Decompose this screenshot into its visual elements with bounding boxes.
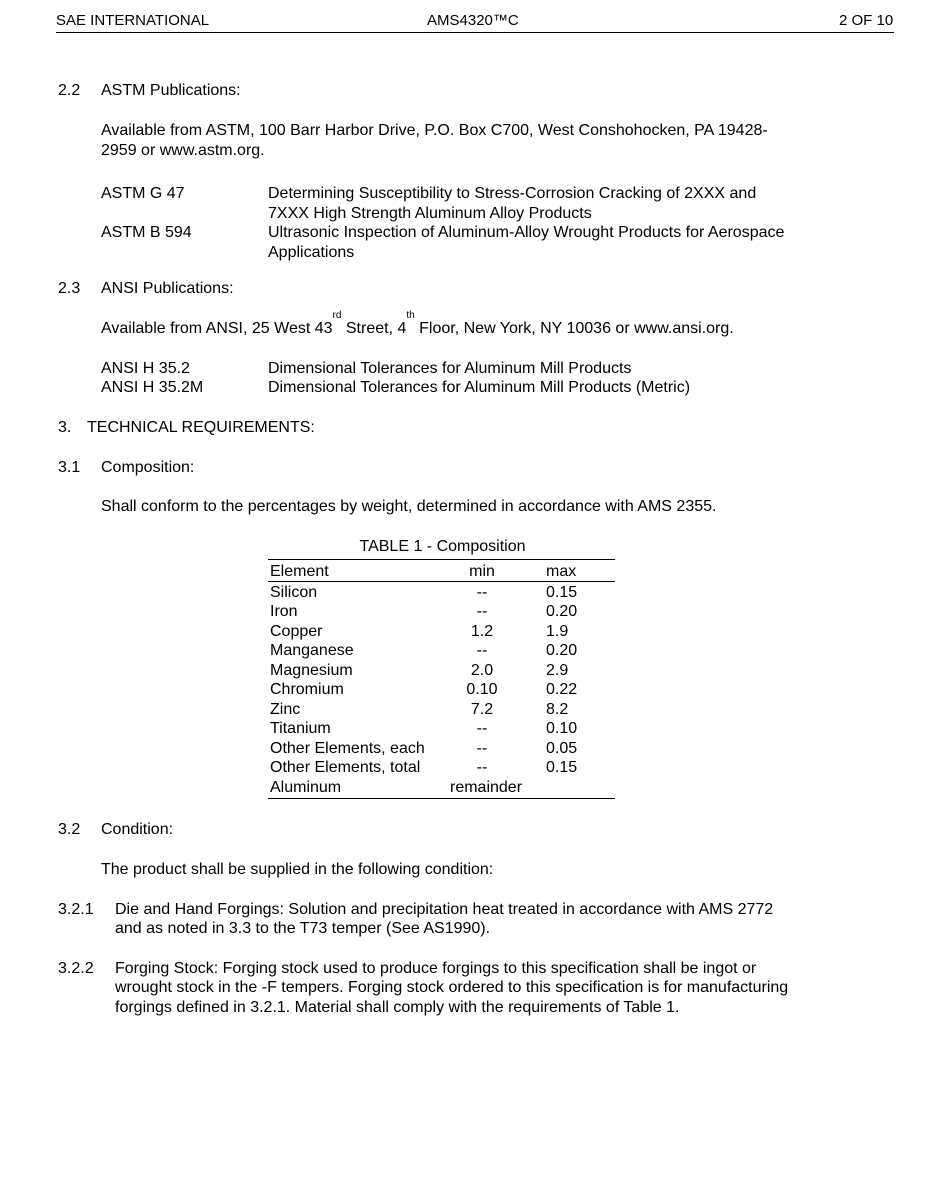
section-3-1-text: Shall conform to the percentages by weight, determined in accordance with AMS 2355.	[101, 498, 717, 515]
section-2-2-title: ASTM Publications:	[101, 82, 241, 99]
header-right: 2 OF 10	[839, 12, 894, 29]
section-2-2-number: 2.2	[58, 82, 81, 99]
section-2-3-number: 2.3	[58, 280, 81, 297]
section-3-title: TECHNICAL REQUIREMENTS:	[87, 419, 315, 436]
section-3-1-title: Composition:	[101, 459, 195, 476]
section-2-2-availability-line2: 2959 or www.astm.org.	[101, 142, 265, 159]
section-2-3-title: ANSI Publications:	[101, 280, 234, 297]
table-row: Chromium 0.10 0.22	[270, 681, 578, 698]
table-header-min: min	[469, 563, 495, 580]
section-3-2-2-line3: forgings defined in 3.2.1. Material shall comply with the requirements of Table 1.	[115, 999, 680, 1016]
section-3-2-1-line2: and as noted in 3.3 to the T73 temper (See AS1990).	[115, 920, 491, 937]
ansi-ref-code: ANSI H 35.2M	[101, 379, 204, 396]
section-3-2-1-line1: Die and Hand Forgings: Solution and precipitation heat treated in accordance with AMS 2772	[115, 901, 774, 918]
table-header-max: max	[546, 563, 577, 580]
section-2-2-availability-line1: Available from ASTM, 100 Barr Harbor Drive, P.O. Box C700, West Conshohocken, PA 19428-	[101, 122, 768, 139]
astm-ref-desc-line2: Applications	[268, 244, 355, 261]
ansi-ref-desc: Dimensional Tolerances for Aluminum Mill Products (Metric)	[268, 379, 691, 396]
section-3-1-number: 3.1	[58, 459, 81, 476]
astm-ref-desc-line1: Ultrasonic Inspection of Aluminum-Alloy Wrought Products for Aerospace	[268, 224, 785, 241]
table-row: Aluminum remainder	[270, 779, 523, 796]
table-header-row	[270, 562, 615, 582]
table-bottom-rule	[268, 798, 615, 799]
section-3-2-2-line1: Forging Stock: Forging stock used to produce forgings to this specification shall be ingot or	[115, 960, 757, 977]
table-1-title: TABLE 1 - Composition	[359, 538, 526, 555]
section-3-2-1-number: 3.2.1	[58, 901, 94, 918]
astm-ref-desc-line2: 7XXX High Strength Aluminum Alloy Products	[268, 205, 592, 222]
table-row: Iron -- 0.20	[270, 603, 578, 620]
table-row: Magnesium 2.0 2.9	[270, 662, 569, 679]
table-row: Titanium -- 0.10	[270, 720, 578, 737]
ansi-ref-code: ANSI H 35.2	[101, 360, 190, 377]
section-3-2-text: The product shall be supplied in the following condition:	[101, 861, 494, 878]
section-3-2-title: Condition:	[101, 821, 174, 838]
table-header-element: Element	[270, 563, 329, 580]
section-3-2-2-number: 3.2.2	[58, 960, 94, 977]
table-row: Copper 1.2 1.9	[270, 623, 569, 640]
table-header-rule	[268, 581, 615, 582]
table-row: Silicon -- 0.15	[270, 584, 578, 601]
table-row: Other Elements, each -- 0.05	[270, 740, 578, 757]
section-3-2-number: 3.2	[58, 821, 81, 838]
section-2-3-availability: Available from ANSI, 25 West 43rd Street, 4th Floor, New York, NY 10036 or www.ansi.org.	[101, 310, 734, 337]
table-top-rule	[268, 559, 615, 560]
section-3-2-2-line2: wrought stock in the -F tempers. Forging stock ordered to this specification is for manufacturing	[115, 979, 789, 996]
table-row: Zinc 7.2 8.2	[270, 701, 569, 718]
header-rule	[56, 32, 894, 33]
astm-ref-code: ASTM B 594	[101, 224, 192, 241]
header-center: AMS4320™C	[427, 12, 519, 29]
header-left: SAE INTERNATIONAL	[56, 12, 210, 29]
astm-ref-desc-line1: Determining Susceptibility to Stress-Corrosion Cracking of 2XXX and	[268, 185, 757, 202]
section-3-number: 3.	[58, 419, 72, 436]
astm-ref-code: ASTM G 47	[101, 185, 185, 202]
ansi-ref-desc: Dimensional Tolerances for Aluminum Mill Products	[268, 360, 632, 377]
table-row: Manganese -- 0.20	[270, 642, 578, 659]
table-row: Other Elements, total -- 0.15	[270, 759, 578, 776]
